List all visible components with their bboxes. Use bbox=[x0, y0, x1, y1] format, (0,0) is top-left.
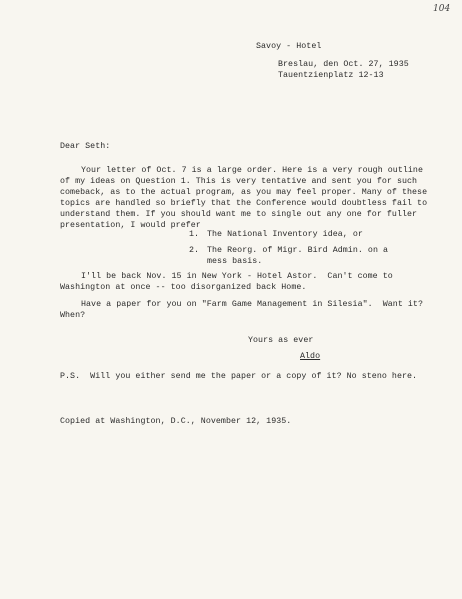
letterhead-hotel: Savoy - Hotel bbox=[256, 42, 322, 51]
signature: Aldo bbox=[300, 352, 321, 361]
letterhead-street: Tauentzienplatz 12-13 bbox=[278, 71, 384, 80]
list-item-text: mess basis. bbox=[207, 257, 263, 266]
paragraph-line: Have a paper for you on "Farm Game Management in Silesia". Want it? bbox=[81, 300, 423, 309]
paragraph-line: presentation, I would prefer bbox=[60, 221, 201, 230]
paragraph-line: of my ideas on Question 1. This is very tentative and sent you for such bbox=[60, 177, 418, 186]
paragraph-line: Your letter of Oct. 7 is a large order. Here is a very rough outline bbox=[81, 166, 423, 175]
paragraph-line: topics are handled so briefly that the Conference would doubtless fail to bbox=[60, 199, 428, 208]
list-item-number: 2. bbox=[189, 246, 200, 255]
postscript: P.S. Will you either send me the paper or a copy of it? No steno here. bbox=[60, 372, 418, 381]
copy-note: Copied at Washington, D.C., November 12, 1935. bbox=[60, 417, 292, 426]
paragraph-line: understand them. If you should want me to single out any one for fuller bbox=[60, 210, 418, 219]
list-item-text: The Reorg. of Migr. Bird Admin. on a bbox=[207, 246, 389, 255]
paragraph-line: Washington at once -- too disorganized back Home. bbox=[60, 283, 307, 292]
list-item-number: 1. bbox=[189, 230, 200, 239]
letterhead-place-date: Breslau, den Oct. 27, 1935 bbox=[278, 60, 409, 69]
page-number: 104 bbox=[433, 4, 451, 14]
paragraph-line: When? bbox=[60, 311, 86, 320]
list-item-text: The National Inventory idea, or bbox=[207, 230, 363, 239]
paragraph-line: I'll be back Nov. 15 in New York - Hotel Astor. Can't come to bbox=[81, 272, 393, 281]
closing: Yours as ever bbox=[248, 336, 314, 345]
paragraph-line: comeback, as to the actual program, as you may feel proper. Many of these bbox=[60, 188, 428, 197]
salutation: Dear Seth: bbox=[60, 142, 111, 151]
